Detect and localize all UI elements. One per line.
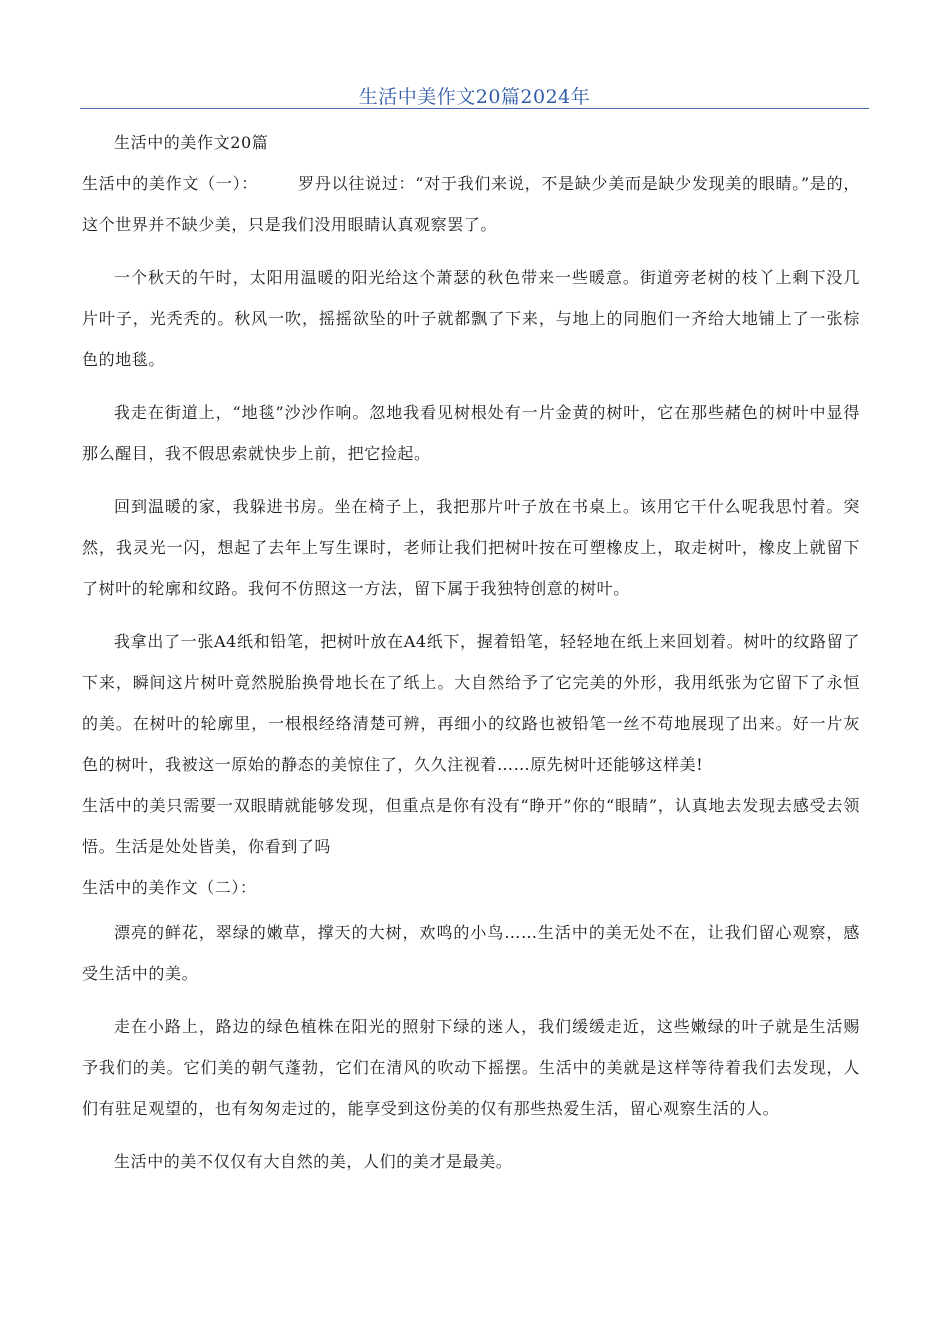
header-divider [80,108,869,109]
essay-1-paragraph-3: 回到温暖的家，我躲进书房。坐在椅子上，我把那片叶子放在书桌上。该用它干什么呢我思忖着。突然，我灵光一闪，想起了去年上写生课时，老师让我们把树叶按在可塑橡皮上，取走树叶，橡皮上就留下了树叶的轮廓和纹路。我何不仿照这一方法，留下属于我独特创意的树叶。 [82,497,860,598]
document-subtitle: 生活中的美作文20篇 [114,133,269,152]
essay-1-paragraph-4: 我拿出了一张A4纸和铅笔，把树叶放在A4纸下，握着铅笔，轻轻地在纸上来回划着。树叶的纹路留了下来，瞬间这片树叶竟然脱胎换骨地长在了纸上。大自然给予了它完美的外形，我用纸张为它留下了永恒的美。在树叶的轮廓里，一根根经络清楚可辨，再细小的纹路也被铅笔一丝不苟地展现了出来。好一片灰色的树叶，我被这一原始的静态的美惊住了，久久注视着……原先树叶还能够这样美! [82,632,860,774]
essay-2-paragraph-3: 生活中的美不仅仅有大自然的美，人们的美才是最美。 [114,1152,513,1171]
essay-2-heading: 生活中的美作文（二）： [82,878,257,897]
page-header-title: 生活中美作文20篇2024年 [358,86,591,108]
essay-1-paragraph-5: 生活中的美只需要一双眼睛就能够发现，但重点是你有没有“睁开”你的“眼睛”，认真地去发现去感受去领悟。生活是处处皆美，你看到了吗 [82,796,860,856]
essay-1-heading: 生活中的美作文（一）： [82,174,259,193]
essay-1-paragraph-2: 我走在街道上，“地毯”沙沙作响。忽地我看见树根处有一片金黄的树叶，它在那些赭色的树叶中显得那么醒目，我不假思索就快步上前，把它捡起。 [82,403,860,463]
essay-2-paragraph-2: 走在小路上，路边的绿色植株在阳光的照射下绿的迷人，我们缓缓走近，这些嫩绿的叶子就是生活赐予我们的美。它们美的朝气蓬勃，它们在清风的吹动下摇摆。生活中的美就是这样等待着我们去发现，人们有驻足观望的，也有匆匆走过的，能享受到这份美的仅有那些热爱生活，留心观察生活的人。 [82,1017,860,1118]
essay-1-paragraph-1: 一个秋天的午时，太阳用温暖的阳光给这个萧瑟的秋色带来一些暖意。街道旁老树的枝丫上剩下没几片叶子，光秃秃的。秋风一吹，摇摇欲坠的叶子就都飘了下来，与地上的同胞们一齐给大地铺上了一张棕色的地毯。 [82,268,860,369]
essay-1-intro: 罗丹以往说过：“对于我们来说，不是缺少美而是缺少发现美的眼睛。”是的，这个世界并不缺少美，只是我们没用眼睛认真观察罢了。 [82,174,860,234]
essay-1-intro-paragraph [82,163,860,245]
essay-2-paragraph-1: 漂亮的鲜花，翠绿的嫩草，撑天的大树，欢鸣的小鸟……生活中的美无处不在，让我们留心观察，感受生活中的美。 [82,923,860,983]
document-body [82,122,860,1182]
